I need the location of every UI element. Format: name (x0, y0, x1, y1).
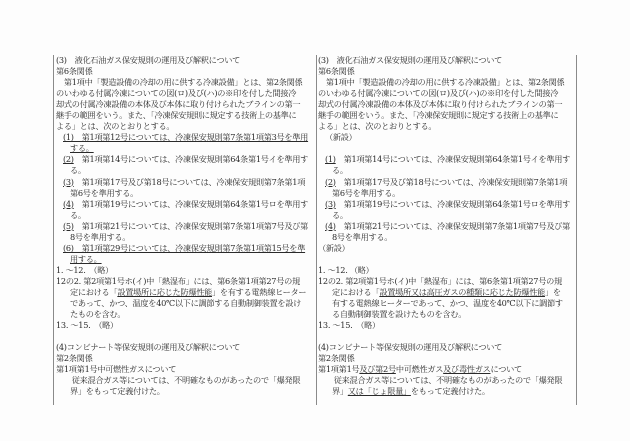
text-line (56, 320, 315, 331)
text-segment: 」を有する電熱線ヒーター (211, 286, 307, 297)
text-line (318, 143, 577, 154)
text-segment: る。 (332, 165, 348, 176)
text-line (318, 276, 577, 287)
text-line (318, 287, 577, 298)
text-segment: 第1項第17号及び第18号については、冷凍保安規則第7条第1項 (335, 176, 568, 187)
text-segment: 定における「 (70, 286, 118, 297)
text-segment: （新設） (318, 242, 350, 253)
text-segment: 第1項第1号中可燃性ガスについて (56, 364, 177, 375)
text-line (56, 177, 315, 188)
text-line (56, 375, 315, 386)
current-text-column (318, 55, 577, 397)
amended-text-segment: (6) 第1項第29号については、冷凍保安規則第7条第1項第15号を準 (63, 242, 306, 253)
text-line (56, 199, 315, 210)
text-segment: たものを含む。 (70, 309, 126, 320)
text-line (318, 154, 577, 165)
text-segment: 第2条関係 (318, 353, 355, 364)
text-line (56, 88, 315, 99)
text-line (318, 375, 577, 386)
text-line (318, 309, 577, 320)
text-line (318, 66, 577, 77)
text-line (56, 66, 315, 77)
text-segment: 第1項第21号については、冷凍保安規則第7条第1項第7号及び第 (73, 220, 309, 231)
text-line (318, 210, 577, 221)
text-line (318, 254, 577, 265)
text-line (318, 243, 577, 254)
text-line (318, 132, 577, 143)
text-segment: 第1項第14号については、冷凍保安規則第64条第1号イを準用す (73, 154, 309, 165)
text-segment: 界」をもって定義付けた。 (70, 386, 165, 397)
text-line (318, 265, 577, 276)
amended-text-segment: (1) (325, 154, 336, 165)
amended-text-segment: (4) (325, 220, 336, 231)
text-line (318, 99, 577, 110)
text-line (318, 221, 577, 232)
text-segment: 12の2. 第2項第1号ホ(イ)中「熱湿布」には、第6条第1項第27号の規 (318, 275, 562, 286)
text-line (56, 309, 315, 320)
text-line (318, 199, 577, 210)
text-line (318, 88, 577, 99)
text-segment: 1. ～12. （略） (318, 264, 374, 275)
text-segment: 1. ～12. （略） (56, 264, 113, 275)
text-line (56, 276, 315, 287)
text-line (318, 121, 577, 132)
text-line (318, 188, 577, 199)
text-segment: 却式の付属冷凍設備の本体及び本体に取り付けられたブラインの第一 (318, 99, 563, 110)
text-line (56, 99, 315, 110)
text-segment: 第6号を準用する。 (70, 187, 139, 198)
text-line (56, 353, 315, 364)
text-segment: 第1項第19号については、冷凍保安規則第64条第1号ロを準用す (335, 198, 571, 209)
text-segment: 第6条関係 (318, 66, 355, 77)
text-segment: 従来混合ガス等については、不明確なものがあったので「爆発限 (318, 375, 563, 386)
amended-text-segment: 又は「じょ限量」 (347, 386, 411, 397)
text-segment: のいわゆる付属冷凍についての図(ロ)及び(ハ)の※印を付した間接冷 (318, 88, 559, 99)
amended-text-segment: (2) (63, 154, 74, 165)
text-line (56, 232, 315, 243)
text-segment: のいわゆる付属冷凍についての図(ロ)及び(ハ)の※印を付した間接冷 (56, 88, 297, 99)
text-segment: をもって定義付けた。 (410, 386, 490, 397)
text-segment: る。 (70, 209, 86, 220)
text-segment: 第1項第14号については、冷凍保安規則第64条第1号イを準用す (335, 154, 571, 165)
text-segment: る。 (70, 165, 86, 176)
text-segment: 」を (544, 286, 561, 297)
text-segment: 有する電熱線ヒーターであって、かつ、温度を40℃以下に調節す (332, 298, 563, 309)
text-segment: 第1項第19号については、冷凍保安規則第64条第1号ロを準用す (73, 198, 309, 209)
text-line (318, 353, 577, 364)
amended-text-segment: 設置場所に応じた防爆性能 (117, 286, 212, 297)
text-line (56, 386, 315, 397)
text-line (318, 386, 577, 397)
text-segment: 8号を準用する。 (332, 231, 393, 242)
text-line (56, 243, 315, 254)
text-line (318, 342, 577, 353)
text-line (56, 77, 315, 88)
text-segment: 13. ～15. （略） (56, 320, 118, 331)
text-segment: について (490, 364, 522, 375)
text-line (318, 298, 577, 309)
text-segment: 界」 (332, 386, 348, 397)
text-segment: よる」とは、次のとおりとする。 (318, 121, 437, 132)
amended-text-segment: 及び毒性ガス (443, 364, 491, 375)
text-segment: 第6条関係 (56, 66, 93, 77)
text-segment: 13. ～15. （略） (318, 320, 380, 331)
text-line (56, 154, 315, 165)
text-line (56, 221, 315, 232)
text-line (56, 210, 315, 221)
text-line (56, 121, 315, 132)
amended-text-segment: (4) (63, 198, 74, 209)
text-line (318, 55, 577, 66)
text-line (56, 331, 315, 342)
text-segment: 第1項第1号 (318, 364, 360, 375)
text-line (56, 55, 315, 66)
table-border-left (53, 55, 54, 405)
amended-text-segment: (2) (325, 176, 336, 187)
text-segment: 第1項中「製造設備の冷却の用に供する冷凍設備」とは、第2条関係 (56, 77, 303, 88)
text-line (56, 110, 315, 121)
text-segment: （新設） (325, 132, 357, 143)
amended-text-segment: 及び第2号 (359, 364, 396, 375)
text-segment: る。 (332, 209, 348, 220)
text-segment: 第1項中「製造設備の冷却の用に供する冷凍設備」とは、第2条関係 (318, 77, 565, 88)
table-border-middle (316, 55, 317, 405)
text-segment: 中可燃性ガス (395, 364, 444, 375)
text-segment: 定における「 (332, 286, 380, 297)
amended-text-column (56, 55, 315, 397)
text-segment: (3) 液化石油ガス保安規則の運用及び解釈について (318, 55, 503, 65)
amended-text-segment: (5) (63, 220, 74, 231)
text-segment: 継手の範囲をいう。また、「冷凍保安規則に規定する技術上の基準に (318, 110, 559, 121)
text-segment: 第6号を準用する。 (332, 187, 401, 198)
amended-text-segment: (3) (63, 176, 74, 187)
amended-text-segment: (1) 第1項第12号については、冷凍保安規則第7条第1項第3号を準用 (63, 132, 309, 143)
text-segment: 第1項第17号及び第18号については、冷凍保安規則第7条第1項 (73, 176, 306, 187)
text-line (318, 331, 577, 342)
text-segment: 従来混合ガス等については、不明確なものがあったので「爆発限 (56, 375, 301, 386)
text-segment: 第1項第21号については、冷凍保安規則第7条第1項第7号及び第 (335, 220, 571, 231)
text-line (56, 188, 315, 199)
text-segment: る自動制御装置を設けたものを含む。 (332, 309, 467, 320)
text-segment: (4)コンビナート等保安規則の運用及び解釈について (56, 342, 241, 353)
text-line (56, 165, 315, 176)
text-segment: (4)コンビナート等保安規則の運用及び解釈について (318, 342, 503, 353)
text-segment: 8号を準用する。 (70, 231, 131, 242)
amended-text-segment: 用する。 (70, 253, 102, 264)
text-segment: (3) 液化石油ガス保安規則の運用及び解釈について (56, 55, 241, 65)
amended-text-segment: 設置場所又は高圧ガスの種類に応じた防爆性能 (379, 286, 545, 297)
text-line (318, 364, 577, 375)
text-line (56, 143, 315, 154)
text-line (56, 342, 315, 353)
text-line (56, 254, 315, 265)
text-segment: 継手の範囲をいう。また、「冷凍保安規則に規定する技術上の基準に (56, 110, 297, 121)
amended-text-segment: する。 (70, 143, 94, 154)
text-line (318, 165, 577, 176)
text-line (56, 132, 315, 143)
text-line (56, 298, 315, 309)
text-segment: 12の2. 第2項第1号ホ(イ)中「熱湿布」には、第6条第1項第27号の規 (56, 275, 300, 286)
text-line (318, 110, 577, 121)
text-line (56, 364, 315, 375)
text-line (318, 320, 577, 331)
text-segment: 第2条関係 (56, 353, 93, 364)
text-segment: よる」とは、次のとおりとする。 (56, 121, 175, 132)
text-line (318, 232, 577, 243)
amended-text-segment: (3) (325, 198, 336, 209)
text-line (318, 77, 577, 88)
text-line (318, 177, 577, 188)
text-line (56, 265, 315, 276)
text-segment: であって、かつ、温度を40℃以下に調節する自動制御装置を設け (70, 298, 302, 309)
text-line (56, 287, 315, 298)
text-segment: 却式の付属冷凍設備の本体及び本体に取り付けられたブラインの第一 (56, 99, 301, 110)
